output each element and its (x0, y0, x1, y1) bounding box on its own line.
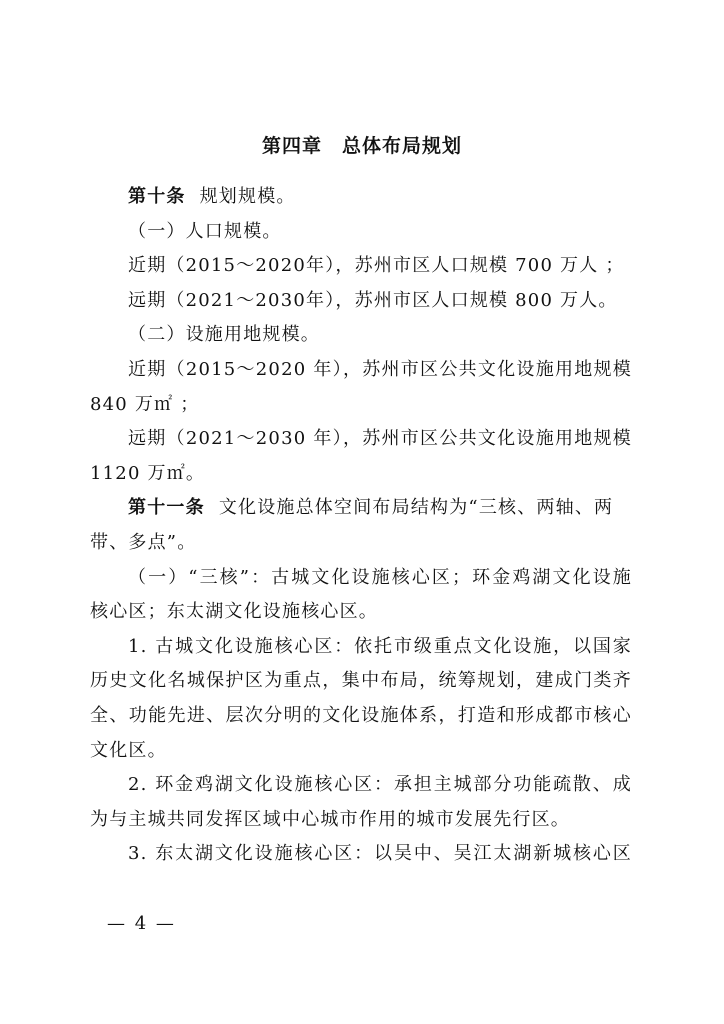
three-cores-line-1: （一）“三核”：古城文化设施核心区；环金鸡湖文化设施 (128, 566, 632, 588)
long-term-land-line-2: 1120 万㎡。 (90, 462, 206, 484)
article-10-heading: 第十条 (128, 186, 186, 207)
near-term-land-line-2: 840 万㎡ ； (90, 393, 200, 415)
long-term-population: 远期（2021～2030年），苏州市区人口规模 800 万人。 (128, 289, 618, 311)
chapter-title: 第四章 总体布局规划 (261, 135, 462, 157)
long-term-land-line-1: 远期（2021～2030 年），苏州市区公共文化设施用地规模 (128, 428, 632, 450)
article-11-line-2: 带、多点”。 (90, 531, 197, 553)
three-cores-line-2: 核心区；东太湖文化设施核心区。 (90, 601, 378, 623)
item-1-line-1: 1. 古城文化设施核心区：依托市级重点文化设施，以国家 (128, 635, 632, 657)
item-1-line-4: 文化区。 (90, 739, 167, 761)
item-2-line-1: 2. 环金鸡湖文化设施核心区：承担主城部分功能疏散、成 (128, 774, 632, 796)
article-11-text: 文化设施总体空间布局结构为“三核、两轴、两 (218, 497, 614, 519)
near-term-population: 近期（2015～2020年），苏州市区人口规模 700 万人 ； (128, 255, 625, 277)
item-2-line-2: 为与主城共同发挥区域中心城市作用的城市发展先行区。 (90, 808, 570, 830)
article-11-line (90, 491, 632, 526)
page-number: — 4 — (107, 913, 176, 934)
item-3-line-1: 3. 东太湖文化设施核心区：以吴中、吴江太湖新城核心区 (128, 843, 632, 865)
item-1-line-3: 全、功能先进、层次分明的文化设施体系，打造和形成都市核心 (90, 704, 632, 726)
article-10-line (90, 180, 632, 215)
article-10-text: 规划规模。 (199, 186, 296, 207)
near-term-land-line-1: 近期（2015～2020 年），苏州市区公共文化设施用地规模 (128, 358, 632, 380)
article-11-heading: 第十一条 (128, 497, 205, 519)
land-subheading: （二）设施用地规模。 (128, 324, 320, 346)
item-1-line-2: 历史文化名城保护区为重点，集中布局，统筹规划，建成门类齐 (90, 670, 632, 692)
document-body (90, 180, 632, 872)
population-subheading: （一）人口规模。 (128, 220, 282, 242)
